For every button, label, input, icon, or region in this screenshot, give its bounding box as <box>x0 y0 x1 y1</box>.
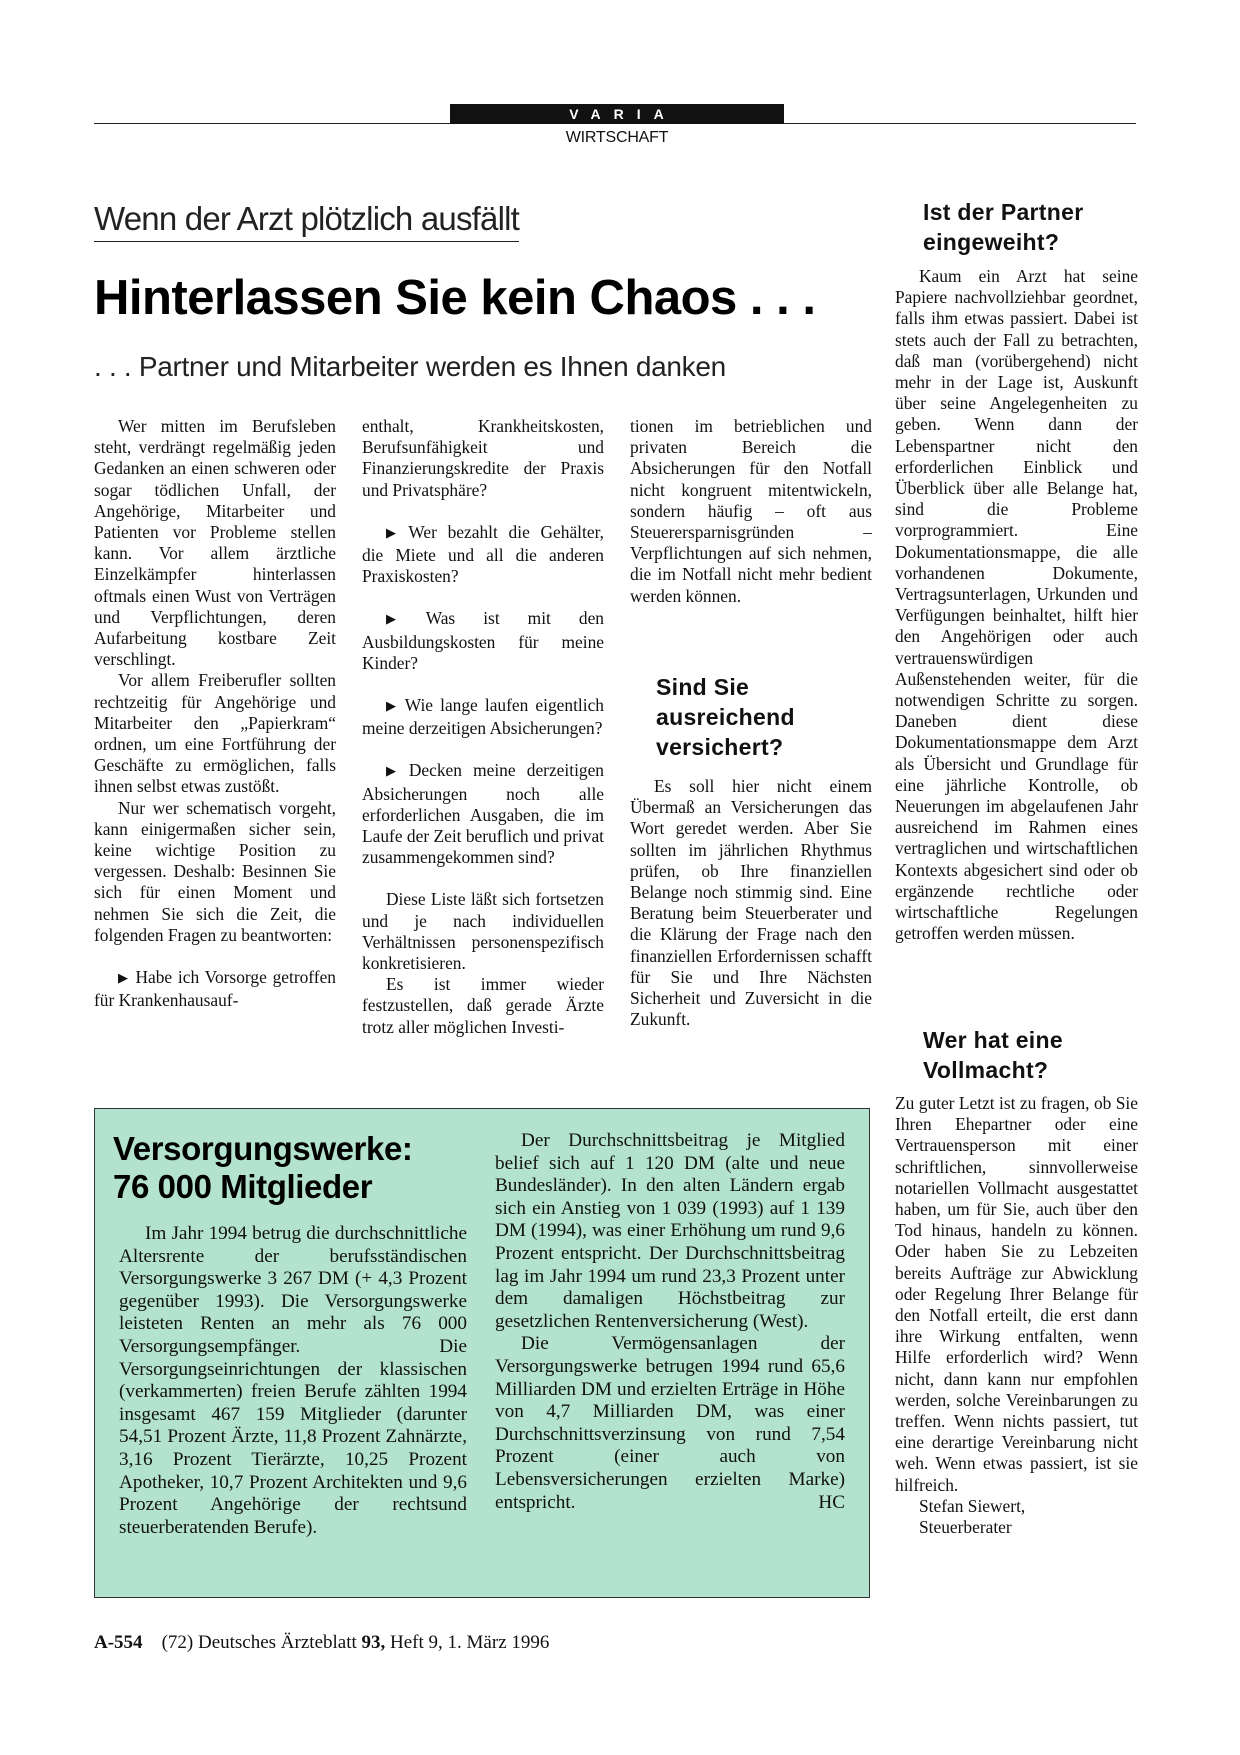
page-number: A-554 <box>94 1632 143 1653</box>
paragraph: Es soll hier nicht einem Übermaß an Versicherungen das Wort geredet werden. Aber Sie sollten im jährlichen Rhythmus prüfen, ob Ihre finanziellen Belange noch stimmig sind. Eine Beratung beim Steuerberater und die Klärung der Frage nach den finanziellen Erfordernissen schafft für Sie und Ihre Nächsten Sicherheit und Zuversicht in die Zukunft. <box>630 776 872 1030</box>
triangle-right-icon: ▶ <box>386 525 403 541</box>
subsection-label: WIRTSCHAFT <box>565 129 669 146</box>
info-box-signature: HC <box>818 1491 845 1513</box>
bullet-item <box>94 967 336 1011</box>
article-column-4-continued <box>895 1093 1138 1538</box>
subheading-partner: Ist der Partner eingeweiht? <box>923 199 1084 255</box>
paragraph: Kaum ein Arzt hat seine Papiere nachvollziehbar geordnet, falls ihm etwas passiert. Dabei ist stets auch der Fall zu betrachten, daß man (vorübergehend) nicht mehr in der Lage ist, Auskunft über seine Angelegenheiten zu geben. Wenn dann der Lebenspartner nicht den erforderlichen Einblick und Überblick über alle Belange hat, sind die Probleme vorprogrammiert. Eine Dokumentationsmappe, die alle vorhandenen Dokumente, Vertragsunterlagen, Urkunden und Verfügungen beinhaltet, hilft hier den Angehörigen oder auch vertrauenswürdigen Außenstehenden weiter, für die notwendigen Schritte zu sorgen. Daneben dient diese Dokumentationsmappe dem Arzt als Übersicht und Grundlage für eine jährliche Kontrolle, ob Neuerungen im abgelaufenen Jahr ausreichend im Rahmen eines vertraglichen und wirtschaftlichen Kontexts abgesichert sind oder ob ergänzende rechtliche oder wirtschaftliche Regelungen getroffen werden müssen. <box>895 266 1138 944</box>
volume-number: 93, <box>361 1632 386 1653</box>
article-subline: . . . Partner und Mitarbeiter werden es Ihnen danken <box>94 351 726 382</box>
paragraph: Der Durchschnittsbeitrag je Mitglied belief sich auf 1 120 DM (alte und neue Bundesländer). In den alten Ländern ergab sich ein Anstieg von 1 039 (1993) auf 1 139 DM (1994), was einer Erhöhung um rund 9,6 Prozent entspricht. Der Durchschnittsbeitrag lag im Jahr 1994 um rund 23,3 Prozent unter dem damaligen Höchstbeitrag zur gesetzlichen Rentenversicherung (West). <box>495 1130 845 1332</box>
paragraph: Diese Liste läßt sich fortsetzen und je nach individuellen Verhältnissen personenspezifisch konkretisieren. <box>362 889 604 974</box>
info-box <box>94 1108 870 1598</box>
article-column-2 <box>362 416 604 1038</box>
subheading-vollmacht: Wer hat eine Vollmacht? <box>923 1027 1063 1083</box>
issue-prefix: (72) Deutsches Ärzteblatt <box>161 1632 357 1653</box>
bullet-item <box>362 760 604 868</box>
bullet-item <box>362 695 604 739</box>
article-column-4 <box>895 266 1138 945</box>
paragraph: Im Jahr 1994 betrug die durchschnittliche Altersrente der berufsständischen Versorgungswerke 3 267 DM (+ 4,3 Prozent gegenüber 1993). Die Versorgungswerke leisteten Renten an mehr als 76 000 Versorgungsempfänger. Die Versorgungseinrichtungen der klassischen (verkammerten) freien Berufe zählten 1994 insgesamt 467 159 Mitglieder (darunter 54,51 Prozent Ärzte, 11,8 Prozent Zahnärzte, 3,16 Prozent Tierärzte, 10,25 Prozent Apotheker, 10,7 Prozent Architekten und 9,6 Prozent Angehörige der rechtsund steuerberatenden Berufe). <box>119 1223 467 1538</box>
page-footer <box>94 1632 549 1654</box>
paragraph: Wer mitten im Berufsleben steht, verdrängt regelmäßig jeden Gedanken an einen schweren oder sogar tödlichen Unfall, der Angehörige, Mitarbeiter und Patienten vor Probleme stellen kann. Vor allem ärztliche Einzelkämpfer hinterlassen oftmals einen Wust von Verträgen und Verpflichtungen, deren Aufarbeitung kostbare Zeit verschlingt. <box>94 416 336 670</box>
triangle-right-icon: ▶ <box>386 699 399 715</box>
triangle-right-icon: ▶ <box>386 764 403 780</box>
section-label: VARIA <box>450 104 784 124</box>
bullet-text: Habe ich Vorsorge getroffen für Krankenhausauf- <box>94 967 336 1011</box>
article-kicker: Wenn der Arzt plötzlich ausfällt <box>94 200 519 242</box>
author-role: Steuerberater <box>919 1517 1012 1538</box>
bullet-text: Wie lange laufen eigentlich meine derzeitigen Absicherungen? <box>362 695 604 739</box>
paragraph: Nur wer schematisch vorgeht, kann einigermaßen sicher sein, keine wichtige Position zu vergessen. Deshalb: Besinnen Sie sich für einen Moment und nehmen Sie sich die Zeit, die folgenden Fragen zu beantworten: <box>94 797 336 945</box>
paragraph: Die Vermögensanlagen der Versorgungswerke betrugen 1994 rund 65,6 Milliarden DM und erzielten Erträge in Höhe von 4,7 Milliarden DM, was einer Durchschnittsverzinsung von rund 7,54 Prozent (einer auch von Lebensversicherungen erzielten Marke) entspricht. <box>495 1333 845 1513</box>
bullet-text: Was ist mit den Ausbildungskosten für meine Kinder? <box>362 608 605 673</box>
info-box-title: Versorgungswerke: 76 000 Mitglieder <box>113 1130 413 1205</box>
paragraph: Vor allem Freiberufler sollten rechtzeitig für Angehörige und Mitarbeiter den „Papierkram“ ordnen, um eine Fortführung der Geschäfte zu ermöglichen, falls ihnen selbst etwas zustößt. <box>94 670 336 797</box>
paragraph: enthalt, Krankheitskosten, Berufsunfähigkeit und Finanzierungskredite der Praxis und Privatsphäre? <box>362 416 604 500</box>
info-box-column-2 <box>495 1130 845 1514</box>
bullet-text: Wer bezahlt die Gehälter, die Miete und all die anderen Praxiskosten? <box>362 521 605 587</box>
info-box-column-1 <box>119 1223 467 1539</box>
article-column-1 <box>94 416 336 1011</box>
article-column-3 <box>630 416 872 607</box>
author-name: Stefan Siewert, <box>919 1495 1026 1516</box>
paragraph: Zu guter Letzt ist zu fragen, ob Sie Ihren Ehepartner oder eine Vertrauensperson mit einer schriftlichen, sinnvollerweise notariellen Vollmacht ausgestattet haben, um für Sie, auch über den Tod hinaus, handeln zu können. Oder haben Sie zu Lebzeiten bereits Aufträge zur Abwicklung oder Regelung Ihrer Belange für den Notfall erteilt, die erst dann ihre Wirkung entfalten, wenn Hilfe erforderlich wird? Wenn nicht, dann kann nur empfohlen werden, solche Vereinbarungen zu treffen. Wenn nichts passiert, tut eine derartige Vereinbarung nicht weh. Wenn etwas passiert, ist sie hilfreich. <box>895 1093 1138 1495</box>
triangle-right-icon: ▶ <box>386 612 420 628</box>
triangle-right-icon: ▶ <box>118 971 130 987</box>
issue-date: Heft 9, 1. März 1996 <box>390 1632 550 1653</box>
subheading-versichert: Sind Sie ausreichend versichert? <box>656 674 795 760</box>
article-column-3-continued <box>630 776 872 1030</box>
paragraph: tionen im betrieblichen und privaten Bereich die Absicherungen für den Notfall nicht kongruent mitentwickeln, sondern häufig – oft aus Steuerersparnisgründen – Verpflichtungen auf sich nehmen, die im Notfall nicht mehr bedient werden können. <box>630 416 872 606</box>
bullet-item <box>362 522 604 588</box>
article-headline: Hinterlassen Sie kein Chaos . . . <box>94 271 816 325</box>
paragraph: Es ist immer wieder festzustellen, daß gerade Ärzte trotz aller möglichen Investi- <box>362 974 604 1037</box>
bullet-text: Decken meine derzeitigen Absicherungen noch alle erforderlichen Ausgaben, die im Laufe der Zeit beruflich und privat zusammengekommen sind? <box>362 760 605 868</box>
bullet-item <box>362 608 604 674</box>
